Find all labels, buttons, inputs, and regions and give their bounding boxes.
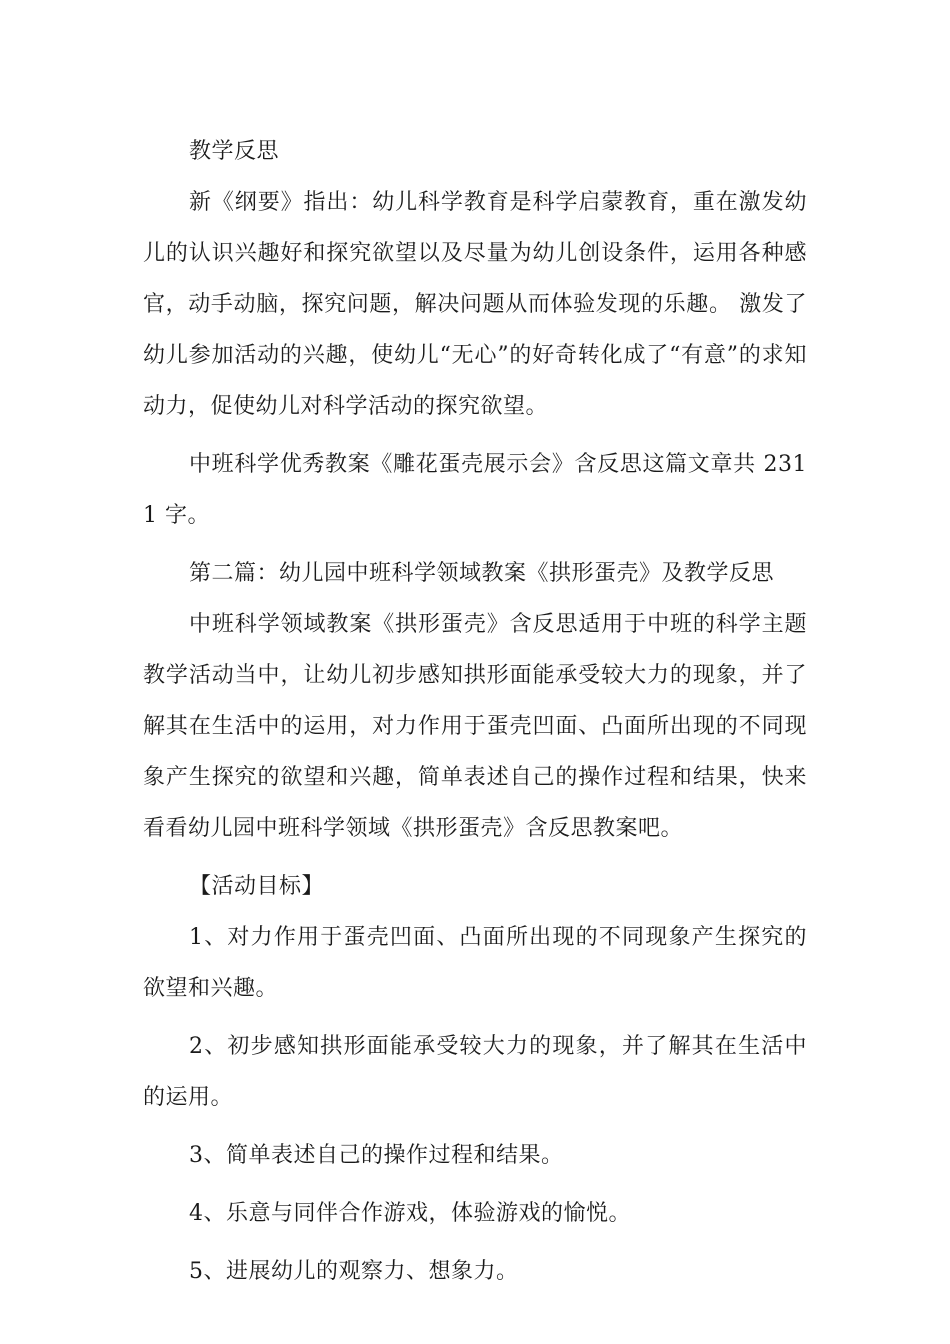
document-body xyxy=(143,126,807,1304)
section-heading-second-article: 第二篇：幼儿园中班科学领域教案《拱形蛋壳》及教学反思 xyxy=(189,561,775,586)
goal-item-3: 3、简单表述自己的操作过程和结果。 xyxy=(189,1143,564,1168)
section-heading-teaching-reflection: 教学反思 xyxy=(189,139,280,164)
goal-item-2: 2、初步感知拱形面能承受较大力的现象，并了解其在生活中的运用。 xyxy=(143,1034,807,1110)
section-heading-activity-goals: 【活动目标】 xyxy=(189,874,325,899)
paragraph-arch-shell-intro: 中班科学领域教案《拱形蛋壳》含反思适用于中班的科学主题教学活动当中，让幼儿初步感知拱形面能承受较大力的现象，并了解其在生活中的运用，对力作用于蛋壳凹面、凸面所出现的不同现象产生探究的欲望和兴趣，简单表述自己的操作过程和结果，快来看看幼儿园中班科学领域《拱形蛋壳》含反思教案吧。 xyxy=(143,612,807,841)
goal-item-4: 4、乐意与同伴合作游戏，体验游戏的愉悦。 xyxy=(189,1201,631,1226)
paragraph-word-count: 中班科学优秀教案《雕花蛋壳展示会》含反思这篇文章共 2311 字。 xyxy=(143,452,807,528)
paragraph-guideline-reflection: 新《纲要》指出：幼儿科学教育是科学启蒙教育，重在激发幼儿的认识兴趣好和探究欲望以及尽量为幼儿创设条件，运用各种感官，动手动脑，探究问题，解决问题从而体验发现的乐趣。 激发了幼儿参加活动的兴趣，使幼儿“无心”的好奇转化成了“有意”的求知动力，促使幼儿对科学活动的探究欲望。 xyxy=(143,190,807,419)
goal-item-5: 5、进展幼儿的观察力、想象力。 xyxy=(189,1259,519,1284)
goal-item-1: 1、对力作用于蛋壳凹面、凸面所出现的不同现象产生探究的欲望和兴趣。 xyxy=(143,925,807,1001)
